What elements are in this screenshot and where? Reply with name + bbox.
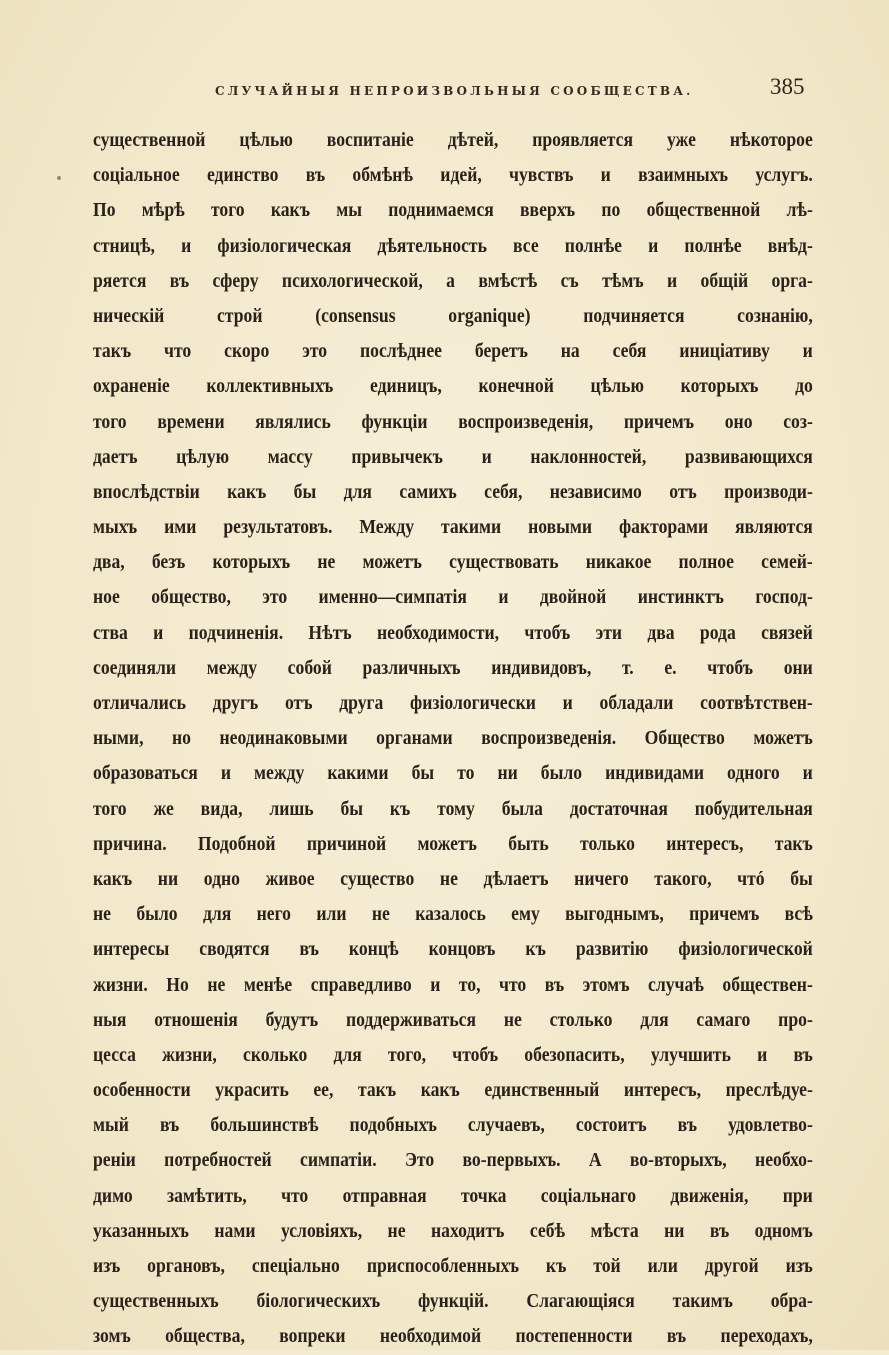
text-line: По мѣрѣ того какъ мы поднимаемся вверхъ по общественной лѣ- <box>93 199 813 222</box>
text-line: стницѣ, и физіологическая дѣятельность все полнѣе и полнѣе внѣд- <box>93 234 813 257</box>
text-line: охраненіе коллективныхъ единицъ, конечной цѣлью которыхъ до <box>93 375 813 398</box>
page-number: 385 <box>770 74 805 99</box>
text-line: отличались другъ отъ друга физіологически и обладали соотвѣтствен- <box>93 692 813 714</box>
text-line: впослѣдствіи какъ бы для самихъ себя, независимо отъ производи- <box>93 480 813 503</box>
text-line: такъ что скоро это послѣднее беретъ на себя иниціативу и <box>93 340 813 363</box>
text-line: ными, но неодинаковыми органами воспроизведенія. Общество можетъ <box>93 727 813 750</box>
text-line: соединяли между собой различныхъ индивидовъ, т. е. чтобъ они <box>93 656 813 679</box>
text-line: ряется въ сферу психологической, а вмѣстѣ съ тѣмъ и общій орга- <box>93 269 813 292</box>
text-line: зомъ общества, вопреки необходимой постепенности въ переходахъ, <box>93 1325 813 1348</box>
text-line: цесса жизни, сколько для того, чтобъ обезопасить, улучшить и въ <box>93 1043 813 1066</box>
text-line: существенныхъ біологическихъ функцій. Слагающіяся такимъ обра- <box>93 1290 813 1313</box>
text-line: мыхъ ими результатовъ. Между такими новыми факторами являются <box>93 516 813 539</box>
text-line: того же вида, лишь бы къ тому была достаточная побудительная <box>93 797 813 820</box>
text-line: соціальное единство въ обмѣнѣ идей, чувствъ и взаимныхъ услугъ. <box>93 164 813 187</box>
text-line: изъ органовъ, спеціально приспособленныхъ къ той или другой изъ <box>93 1255 813 1277</box>
text-line: причина. Подобной причиной можетъ быть только интересъ, такъ <box>93 832 813 855</box>
text-line: реніи потребностей симпатіи. Это во-первыхъ. А во-вторыхъ, необхо- <box>93 1149 813 1172</box>
body-text <box>93 123 813 1355</box>
text-line: даетъ цѣлую массу привычекъ и наклонностей, развивающихся <box>93 445 813 468</box>
text-line: особенности украсить ее, такъ какъ единственный интересъ, преслѣдуе- <box>93 1079 813 1102</box>
text-line: какъ ни одно живое существо не дѣлаетъ ничего такого, чтó бы <box>93 867 813 890</box>
text-line: образоваться и между какими бы то ни было индивидами одного и <box>93 762 813 785</box>
running-title: СЛУЧАЙНЫЯ НЕПРОИЗВОЛЬНЫЯ СООБЩЕСТВА. <box>215 84 694 98</box>
text-line: того времени являлись функціи воспроизведенія, причемъ оно соз- <box>93 410 813 433</box>
text-line: ныя отношенія будутъ поддерживаться не столько для самаго про- <box>93 1008 813 1031</box>
text-line: мый въ большинствѣ подобныхъ случаевъ, состоитъ въ удовлетво- <box>93 1114 813 1137</box>
text-line: жизни. Но не менѣе справедливо и то, что въ этомъ случаѣ обществен- <box>93 973 813 996</box>
text-line: существенной цѣлью воспитаніе дѣтей, проявляется уже нѣкоторое <box>93 129 813 151</box>
margin-mark <box>57 176 61 180</box>
text-line: ническій строй (consensus organique) подчиняется сознанію, <box>93 304 813 327</box>
text-line: указанныхъ нами условіяхъ, не находитъ себѣ мѣста ни въ одномъ <box>93 1219 813 1242</box>
text-line: не было для него или не казалось ему выгоднымъ, причемъ всѣ <box>93 903 813 926</box>
text-line: два, безъ которыхъ не можетъ существовать никакое полное семей- <box>93 551 813 574</box>
text-line: ное общество, это именно—симпатія и двойной инстинктъ господ- <box>93 586 813 609</box>
text-line: димо замѣтить, что отправная точка соціальнаго движенія, при <box>93 1184 813 1207</box>
text-line: ства и подчиненія. Нѣтъ необходимости, чтобъ эти два рода связей <box>93 621 813 644</box>
text-line: интересы сводятся въ концѣ концовъ къ развитію физіологической <box>93 938 813 961</box>
